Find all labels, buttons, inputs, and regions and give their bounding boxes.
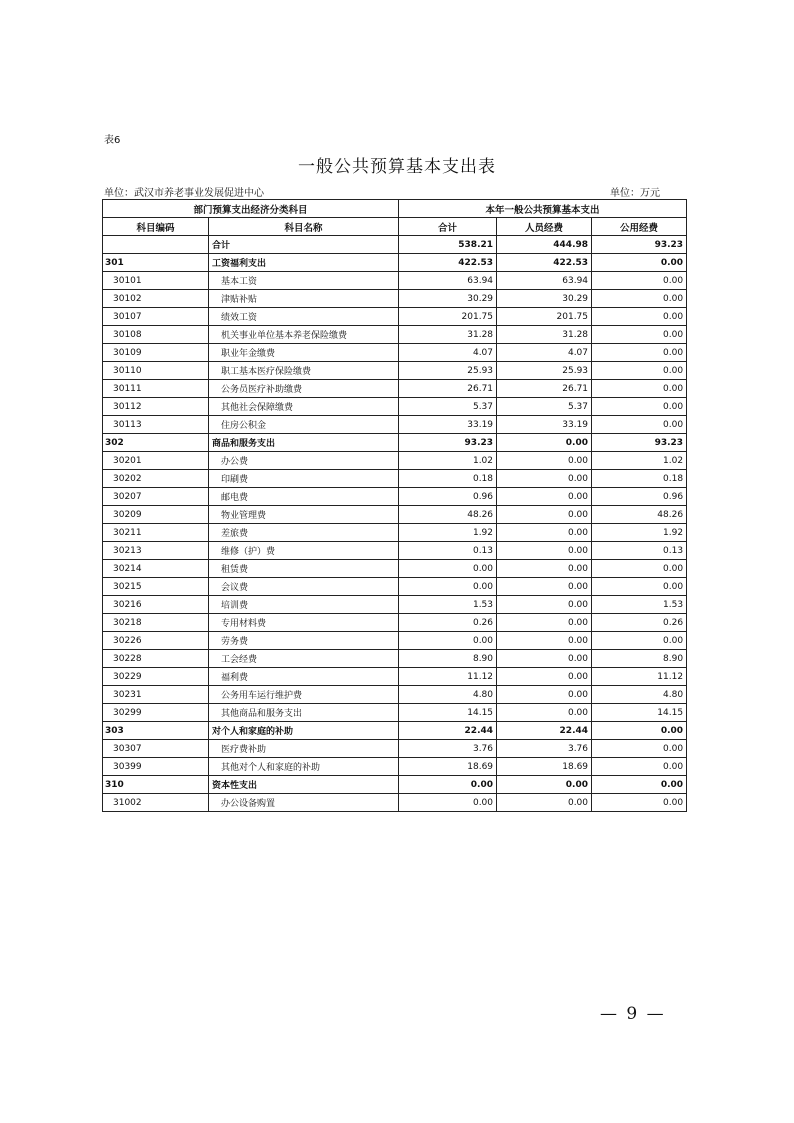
cell-personnel: 0.00 (497, 488, 592, 506)
cell-name: 福利费 (209, 668, 399, 686)
table-row (103, 668, 687, 686)
cell-personnel: 63.94 (497, 272, 592, 290)
cell-personnel: 5.37 (497, 398, 592, 416)
cell-code: 30307 (103, 740, 209, 758)
cell-name: 基本工资 (209, 272, 399, 290)
table-row (103, 434, 687, 452)
cell-personnel: 201.75 (497, 308, 592, 326)
cell-name: 合计 (209, 236, 399, 254)
cell-public: 93.23 (592, 236, 687, 254)
table-row (103, 236, 687, 254)
table-row (103, 344, 687, 362)
cell-public: 11.12 (592, 668, 687, 686)
cell-personnel: 0.00 (497, 524, 592, 542)
cell-name: 公务用车运行维护费 (209, 686, 399, 704)
table-row (103, 380, 687, 398)
unit-currency: 单位：万元 (610, 188, 660, 199)
table-row (103, 704, 687, 722)
cell-code: 30213 (103, 542, 209, 560)
cell-personnel: 0.00 (497, 596, 592, 614)
cell-personnel: 0.00 (497, 776, 592, 794)
cell-code: 30201 (103, 452, 209, 470)
cell-total: 1.92 (399, 524, 497, 542)
cell-code: 30399 (103, 758, 209, 776)
cell-personnel: 0.00 (497, 452, 592, 470)
cell-code: 30113 (103, 416, 209, 434)
cell-name: 专用材料费 (209, 614, 399, 632)
cell-personnel: 22.44 (497, 722, 592, 740)
cell-public: 0.00 (592, 578, 687, 596)
cell-total: 0.18 (399, 470, 497, 488)
cell-total: 1.53 (399, 596, 497, 614)
table-row (103, 632, 687, 650)
cell-total: 538.21 (399, 236, 497, 254)
cell-public: 0.00 (592, 758, 687, 776)
cell-personnel: 30.29 (497, 290, 592, 308)
cell-name: 医疗费补助 (209, 740, 399, 758)
cell-code: 302 (103, 434, 209, 452)
cell-public: 0.00 (592, 326, 687, 344)
cell-name: 机关事业单位基本养老保险缴费 (209, 326, 399, 344)
header-public: 公用经费 (592, 218, 687, 236)
cell-personnel: 31.28 (497, 326, 592, 344)
table-row (103, 398, 687, 416)
cell-personnel: 0.00 (497, 632, 592, 650)
table-row (103, 416, 687, 434)
cell-code: 30202 (103, 470, 209, 488)
table-row (103, 650, 687, 668)
cell-total: 63.94 (399, 272, 497, 290)
budget-table-body (103, 236, 687, 812)
cell-name: 会议费 (209, 578, 399, 596)
cell-public: 0.00 (592, 380, 687, 398)
cell-personnel: 3.76 (497, 740, 592, 758)
unit-organization: 单位：武汉市养老事业发展促进中心 (104, 188, 264, 199)
cell-total: 201.75 (399, 308, 497, 326)
cell-personnel: 18.69 (497, 758, 592, 776)
table-row (103, 524, 687, 542)
cell-code: 30215 (103, 578, 209, 596)
cell-public: 0.13 (592, 542, 687, 560)
cell-public: 0.00 (592, 776, 687, 794)
cell-personnel: 0.00 (497, 668, 592, 686)
cell-code: 30229 (103, 668, 209, 686)
cell-name: 住房公积金 (209, 416, 399, 434)
cell-personnel: 0.00 (497, 506, 592, 524)
table-row (103, 254, 687, 272)
cell-name: 办公设备购置 (209, 794, 399, 812)
cell-code: 30214 (103, 560, 209, 578)
cell-personnel: 4.07 (497, 344, 592, 362)
cell-total: 14.15 (399, 704, 497, 722)
cell-public: 0.00 (592, 344, 687, 362)
table-row (103, 542, 687, 560)
cell-total: 0.00 (399, 632, 497, 650)
cell-public: 0.00 (592, 740, 687, 758)
cell-public: 0.00 (592, 560, 687, 578)
cell-code: 30101 (103, 272, 209, 290)
cell-name: 劳务费 (209, 632, 399, 650)
cell-total: 18.69 (399, 758, 497, 776)
cell-public: 0.00 (592, 254, 687, 272)
cell-code: 30111 (103, 380, 209, 398)
cell-personnel: 0.00 (497, 560, 592, 578)
cell-public: 0.00 (592, 416, 687, 434)
cell-name: 津贴补贴 (209, 290, 399, 308)
table-row (103, 362, 687, 380)
cell-public: 0.00 (592, 794, 687, 812)
cell-public: 0.00 (592, 272, 687, 290)
cell-code: 30216 (103, 596, 209, 614)
document-title: 一般公共预算基本支出表 (298, 157, 496, 177)
cell-total: 30.29 (399, 290, 497, 308)
cell-public: 0.00 (592, 290, 687, 308)
table-row (103, 578, 687, 596)
cell-name: 职工基本医疗保险缴费 (209, 362, 399, 380)
table-row (103, 272, 687, 290)
header-code: 科目编码 (103, 218, 209, 236)
cell-personnel: 0.00 (497, 542, 592, 560)
table-row (103, 326, 687, 344)
cell-code (103, 236, 209, 254)
cell-name: 物业管理费 (209, 506, 399, 524)
table-row (103, 308, 687, 326)
cell-total: 26.71 (399, 380, 497, 398)
cell-name: 办公费 (209, 452, 399, 470)
cell-public: 48.26 (592, 506, 687, 524)
table-row (103, 686, 687, 704)
table-row (103, 794, 687, 812)
cell-total: 3.76 (399, 740, 497, 758)
cell-total: 422.53 (399, 254, 497, 272)
cell-name: 差旅费 (209, 524, 399, 542)
cell-name: 职业年金缴费 (209, 344, 399, 362)
cell-code: 30108 (103, 326, 209, 344)
cell-total: 0.26 (399, 614, 497, 632)
table-row (103, 290, 687, 308)
cell-total: 8.90 (399, 650, 497, 668)
cell-name: 商品和服务支出 (209, 434, 399, 452)
cell-name: 维修（护）费 (209, 542, 399, 560)
cell-personnel: 0.00 (497, 578, 592, 596)
cell-name: 其他商品和服务支出 (209, 704, 399, 722)
cell-personnel: 0.00 (497, 614, 592, 632)
header-total: 合计 (399, 218, 497, 236)
cell-total: 93.23 (399, 434, 497, 452)
budget-table (102, 199, 687, 812)
cell-code: 303 (103, 722, 209, 740)
cell-code: 301 (103, 254, 209, 272)
table-row (103, 722, 687, 740)
cell-total: 0.00 (399, 578, 497, 596)
cell-personnel: 0.00 (497, 704, 592, 722)
cell-total: 0.96 (399, 488, 497, 506)
cell-name: 工会经费 (209, 650, 399, 668)
cell-code: 30209 (103, 506, 209, 524)
table-row (103, 470, 687, 488)
header-name: 科目名称 (209, 218, 399, 236)
table-row (103, 560, 687, 578)
cell-code: 30226 (103, 632, 209, 650)
cell-name: 其他社会保障缴费 (209, 398, 399, 416)
cell-public: 4.80 (592, 686, 687, 704)
cell-code: 30102 (103, 290, 209, 308)
table-row (103, 506, 687, 524)
header-column-row (103, 218, 687, 236)
table-label: 表6 (104, 135, 121, 146)
cell-public: 93.23 (592, 434, 687, 452)
table-row (103, 452, 687, 470)
cell-code: 30107 (103, 308, 209, 326)
cell-total: 25.93 (399, 362, 497, 380)
cell-total: 48.26 (399, 506, 497, 524)
cell-personnel: 0.00 (497, 794, 592, 812)
cell-name: 对个人和家庭的补助 (209, 722, 399, 740)
cell-public: 0.00 (592, 398, 687, 416)
cell-code: 30228 (103, 650, 209, 668)
cell-total: 0.00 (399, 560, 497, 578)
cell-code: 31002 (103, 794, 209, 812)
cell-public: 0.00 (592, 632, 687, 650)
cell-personnel: 422.53 (497, 254, 592, 272)
table-row (103, 488, 687, 506)
cell-code: 30231 (103, 686, 209, 704)
cell-total: 31.28 (399, 326, 497, 344)
cell-public: 14.15 (592, 704, 687, 722)
cell-code: 30218 (103, 614, 209, 632)
cell-total: 4.07 (399, 344, 497, 362)
cell-name: 邮电费 (209, 488, 399, 506)
table-row (103, 758, 687, 776)
cell-code: 30110 (103, 362, 209, 380)
cell-personnel: 0.00 (497, 650, 592, 668)
header-classification: 部门预算支出经济分类科目 (103, 200, 399, 218)
cell-total: 0.00 (399, 776, 497, 794)
cell-personnel: 26.71 (497, 380, 592, 398)
cell-public: 1.53 (592, 596, 687, 614)
cell-name: 工资福利支出 (209, 254, 399, 272)
table-row (103, 596, 687, 614)
cell-public: 0.00 (592, 722, 687, 740)
cell-personnel: 0.00 (497, 434, 592, 452)
cell-code: 30112 (103, 398, 209, 416)
cell-name: 绩效工资 (209, 308, 399, 326)
cell-public: 0.26 (592, 614, 687, 632)
cell-code: 30211 (103, 524, 209, 542)
cell-code: 30299 (103, 704, 209, 722)
cell-public: 1.92 (592, 524, 687, 542)
cell-personnel: 25.93 (497, 362, 592, 380)
cell-public: 8.90 (592, 650, 687, 668)
cell-public: 0.00 (592, 362, 687, 380)
cell-code: 310 (103, 776, 209, 794)
cell-personnel: 444.98 (497, 236, 592, 254)
cell-personnel: 0.00 (497, 470, 592, 488)
cell-total: 11.12 (399, 668, 497, 686)
cell-name: 印刷费 (209, 470, 399, 488)
cell-public: 1.02 (592, 452, 687, 470)
cell-total: 0.13 (399, 542, 497, 560)
cell-name: 培训费 (209, 596, 399, 614)
cell-total: 5.37 (399, 398, 497, 416)
header-personnel: 人员经费 (497, 218, 592, 236)
cell-total: 22.44 (399, 722, 497, 740)
cell-code: 30109 (103, 344, 209, 362)
cell-public: 0.00 (592, 308, 687, 326)
table-row (103, 614, 687, 632)
table-row (103, 776, 687, 794)
cell-public: 0.96 (592, 488, 687, 506)
cell-total: 33.19 (399, 416, 497, 434)
cell-code: 30207 (103, 488, 209, 506)
header-basic-expenditure: 本年一般公共预算基本支出 (399, 200, 687, 218)
cell-personnel: 0.00 (497, 686, 592, 704)
cell-name: 资本性支出 (209, 776, 399, 794)
cell-name: 租赁费 (209, 560, 399, 578)
cell-name: 公务员医疗补助缴费 (209, 380, 399, 398)
table-row (103, 740, 687, 758)
page-number: — 9 — (600, 1004, 666, 1024)
header-group-row (103, 200, 687, 218)
cell-personnel: 33.19 (497, 416, 592, 434)
cell-total: 1.02 (399, 452, 497, 470)
cell-name: 其他对个人和家庭的补助 (209, 758, 399, 776)
cell-total: 0.00 (399, 794, 497, 812)
cell-total: 4.80 (399, 686, 497, 704)
cell-public: 0.18 (592, 470, 687, 488)
